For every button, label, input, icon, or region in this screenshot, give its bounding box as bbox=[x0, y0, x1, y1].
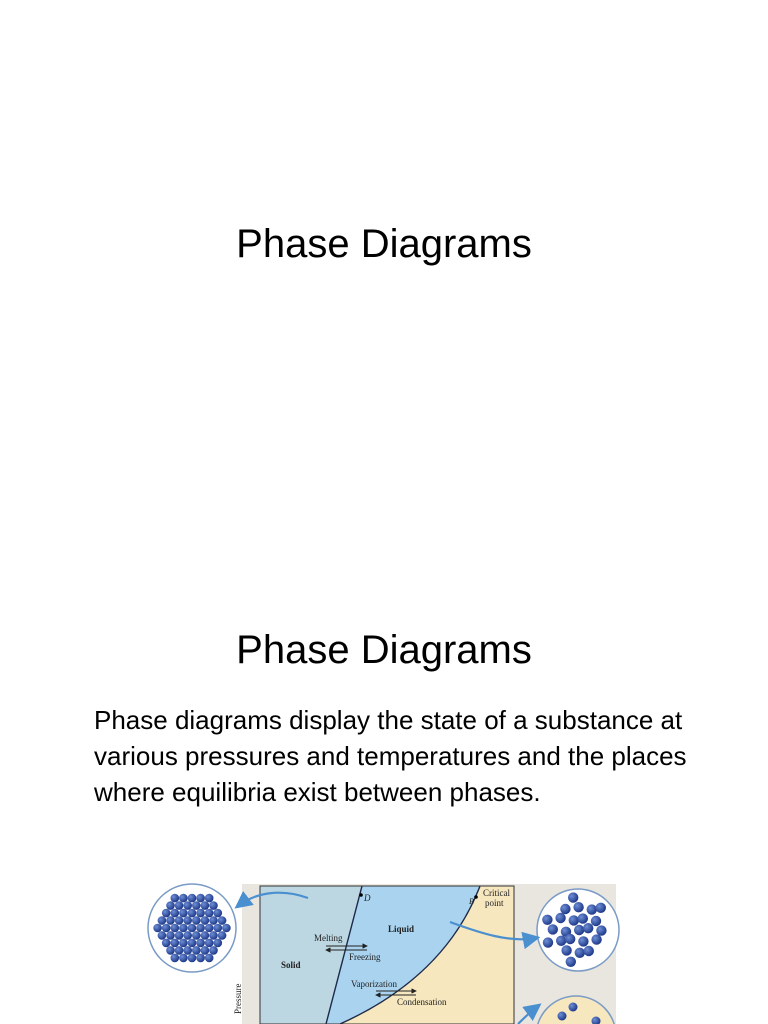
liquid-particle bbox=[575, 948, 585, 958]
slide-2-body-text: Phase diagrams display the state of a substance at various pressures and temperatures and the places where equilibria exist between phases. bbox=[94, 705, 687, 807]
vaporization-label: Vaporization bbox=[351, 979, 397, 989]
solid-particle bbox=[158, 916, 167, 925]
liquid-particle bbox=[556, 936, 566, 946]
solid-particle bbox=[183, 931, 192, 940]
solid-particle bbox=[166, 901, 175, 910]
solid-particle bbox=[179, 939, 188, 948]
critical-point-label-line1: Critical bbox=[483, 888, 510, 898]
solid-particle bbox=[192, 901, 201, 910]
liquid-particle bbox=[596, 925, 606, 935]
solid-particle bbox=[196, 939, 205, 948]
critical-point-marker bbox=[474, 895, 478, 899]
solid-particle bbox=[175, 946, 184, 955]
plot-area bbox=[260, 886, 514, 1024]
liquid-particle bbox=[560, 904, 570, 914]
solid-particle bbox=[201, 946, 210, 955]
solid-particle bbox=[166, 946, 175, 955]
critical-point-label-line2: point bbox=[485, 898, 504, 908]
solid-particle bbox=[179, 909, 188, 918]
liquid-particle bbox=[578, 913, 588, 923]
solid-particle bbox=[218, 916, 227, 925]
solid-particle bbox=[196, 909, 205, 918]
solid-particle bbox=[209, 946, 218, 955]
solid-particle bbox=[192, 946, 201, 955]
solid-particle bbox=[162, 924, 171, 933]
phase-diagram-figure bbox=[140, 878, 640, 1024]
melting-label: Melting bbox=[314, 933, 343, 943]
liquid-particle bbox=[574, 925, 584, 935]
solid-particle bbox=[201, 901, 210, 910]
solid-particle bbox=[205, 924, 214, 933]
pressure-axis-label: Pressure bbox=[233, 983, 243, 1014]
solid-particle bbox=[175, 931, 184, 940]
solid-particle bbox=[205, 939, 214, 948]
liquid-particle bbox=[555, 913, 565, 923]
liquid-particle bbox=[584, 946, 594, 956]
liquid-particle bbox=[565, 934, 575, 944]
slide-2-title: Phase Diagrams bbox=[236, 628, 532, 672]
solid-particle bbox=[188, 954, 197, 963]
solid-particle bbox=[179, 924, 188, 933]
solid-particle bbox=[179, 954, 188, 963]
slide-1-title: Phase Diagrams bbox=[236, 222, 532, 266]
solid-particle bbox=[166, 916, 175, 925]
solid-particle bbox=[175, 901, 184, 910]
solid-particles-illustration bbox=[148, 884, 236, 972]
solid-particle bbox=[205, 909, 214, 918]
solid-particle bbox=[153, 924, 162, 933]
solid-particle bbox=[171, 924, 180, 933]
point-d-label: D bbox=[364, 893, 371, 903]
liquid-particle bbox=[543, 937, 553, 947]
solid-particle bbox=[188, 924, 197, 933]
solid-particle bbox=[166, 931, 175, 940]
solid-particle bbox=[158, 931, 167, 940]
solid-particle bbox=[205, 954, 214, 963]
point-b-label: B bbox=[469, 897, 474, 906]
freezing-label: Freezing bbox=[349, 952, 381, 962]
liquid-particle bbox=[583, 923, 593, 933]
slide-2 bbox=[0, 512, 768, 1024]
solid-particle bbox=[171, 954, 180, 963]
solid-particle bbox=[188, 894, 197, 903]
solid-particle bbox=[183, 916, 192, 925]
liquid-region-label: Liquid bbox=[388, 924, 415, 934]
liquid-particle bbox=[596, 903, 606, 913]
solid-particle bbox=[214, 939, 223, 948]
liquid-particle bbox=[542, 915, 552, 925]
solid-particle bbox=[171, 939, 180, 948]
solid-particle bbox=[222, 924, 231, 933]
liquid-particle bbox=[573, 902, 583, 912]
liquid-particle bbox=[591, 916, 601, 926]
solid-region-label: Solid bbox=[281, 960, 301, 970]
point-d-marker bbox=[359, 893, 363, 897]
solid-particle bbox=[209, 931, 218, 940]
liquid-particle bbox=[591, 934, 601, 944]
solid-particle bbox=[183, 946, 192, 955]
solid-particle bbox=[162, 939, 171, 948]
solid-particle bbox=[205, 894, 214, 903]
solid-particle bbox=[218, 931, 227, 940]
solid-particle bbox=[214, 909, 223, 918]
solid-particle bbox=[201, 931, 210, 940]
solid-particle bbox=[201, 916, 210, 925]
solid-particle bbox=[162, 909, 171, 918]
solid-particle bbox=[192, 916, 201, 925]
solid-particle bbox=[209, 916, 218, 925]
solid-particle bbox=[209, 901, 218, 910]
liquid-particles-illustration bbox=[537, 889, 619, 971]
solid-particle bbox=[175, 916, 184, 925]
solid-particle bbox=[171, 894, 180, 903]
solid-particle bbox=[188, 939, 197, 948]
liquid-particle bbox=[548, 924, 558, 934]
solid-particle bbox=[179, 894, 188, 903]
solid-particle bbox=[188, 909, 197, 918]
solid-particle bbox=[196, 924, 205, 933]
condensation-label: Condensation bbox=[397, 997, 447, 1007]
solid-particle bbox=[196, 954, 205, 963]
solid-particle bbox=[214, 924, 223, 933]
solid-particle bbox=[171, 909, 180, 918]
liquid-particle bbox=[578, 936, 588, 946]
solid-particle bbox=[192, 931, 201, 940]
liquid-particle bbox=[561, 945, 571, 955]
phase-diagram-svg bbox=[140, 878, 640, 1024]
liquid-particle bbox=[566, 957, 576, 967]
solid-particle bbox=[183, 901, 192, 910]
solid-particle bbox=[196, 894, 205, 903]
liquid-particle bbox=[569, 915, 579, 925]
liquid-particle bbox=[587, 904, 597, 914]
liquid-particle bbox=[568, 892, 578, 902]
